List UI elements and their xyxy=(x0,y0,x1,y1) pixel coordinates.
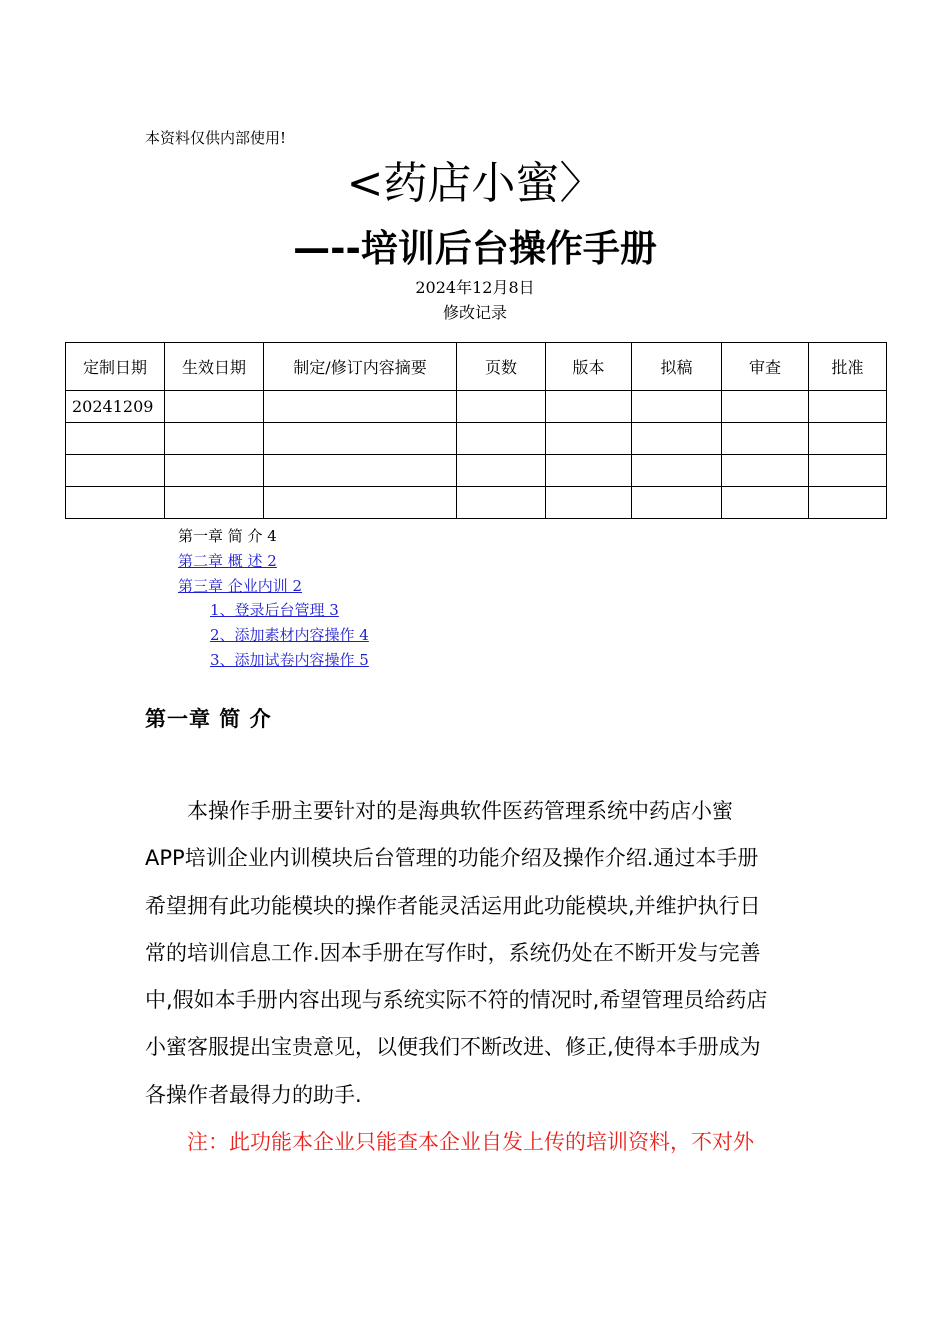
intro-paragraph xyxy=(145,788,810,1119)
toc-link-chapter-3[interactable]: 第三章 企业内训 2 xyxy=(178,576,303,595)
table-cell xyxy=(632,487,722,519)
table-of-contents xyxy=(178,524,369,673)
table-cell: 20241209 xyxy=(66,391,165,423)
table-cell xyxy=(546,487,632,519)
table-cell xyxy=(809,455,887,487)
paragraph-line: 本操作手册主要针对的是海典软件医药管理系统中药店小蜜 xyxy=(187,799,733,823)
table-cell xyxy=(546,391,632,423)
paragraph-line: 小蜜客服提出宝贵意见，以便我们不断改进、修正,使得本手册成为 xyxy=(145,1035,761,1060)
chapter-1-heading: 第一章 简 介 xyxy=(145,707,272,731)
table-cell xyxy=(264,423,457,455)
table-cell xyxy=(264,391,457,423)
note-paragraph xyxy=(145,1119,810,1166)
table-cell xyxy=(546,455,632,487)
table-cell xyxy=(66,423,165,455)
toc-link-login-admin[interactable]: 1、登录后台管理 3 xyxy=(210,601,339,620)
table-row xyxy=(66,487,887,519)
revision-record-title: 修改记录 xyxy=(442,303,507,322)
table-cell xyxy=(722,423,809,455)
paragraph-line: 常的培训信息工作.因本手册在写作时，系统仍处在不断开发与完善 xyxy=(145,940,761,965)
internal-use-notice: 本资料仅供内部使用! xyxy=(145,129,287,147)
column-header: 页数 xyxy=(457,343,546,391)
note-text: 注：此功能本企业只能查本企业自发上传的培训资料，不对外 xyxy=(187,1130,754,1155)
table-row xyxy=(66,391,887,423)
table-cell xyxy=(165,391,264,423)
document-date: 2024年12月8日 xyxy=(415,278,535,297)
table-row xyxy=(66,455,887,487)
document-subtitle: —--培训后台操作手册 xyxy=(293,227,657,270)
table-cell xyxy=(546,423,632,455)
table-cell xyxy=(722,391,809,423)
table-cell xyxy=(165,455,264,487)
table-cell xyxy=(632,423,722,455)
table-cell xyxy=(66,455,165,487)
table-cell xyxy=(457,423,546,455)
paragraph-line: 各操作者最得力的助手. xyxy=(145,1082,362,1107)
table-cell xyxy=(722,455,809,487)
table-cell xyxy=(632,455,722,487)
table-cell xyxy=(809,391,887,423)
revision-table-header xyxy=(66,343,887,391)
toc-link-chapter-2[interactable]: 第二章 概 述 2 xyxy=(178,551,277,570)
table-cell xyxy=(165,423,264,455)
table-cell xyxy=(264,455,457,487)
table-cell xyxy=(809,487,887,519)
column-header: 拟稿 xyxy=(632,343,722,391)
paragraph-line: APP培训企业内训模块后台管理的功能介绍及操作介绍.通过本手册 xyxy=(145,846,759,871)
column-header: 生效日期 xyxy=(165,343,264,391)
toc-link-add-exam[interactable]: 3、添加试卷内容操作 5 xyxy=(210,650,369,669)
table-cell xyxy=(165,487,264,519)
column-header: 版本 xyxy=(546,343,632,391)
paragraph-line: 中,假如本手册内容出现与系统实际不符的情况时,希望管理员给药店 xyxy=(145,988,768,1013)
chapter-1-body xyxy=(145,788,810,1166)
column-header: 制定/修订内容摘要 xyxy=(264,343,457,391)
paragraph-line: 希望拥有此功能模块的操作者能灵活运用此功能模块,并维护执行日 xyxy=(145,893,761,918)
column-header: 批准 xyxy=(809,343,887,391)
table-cell xyxy=(457,391,546,423)
table-cell xyxy=(632,391,722,423)
toc-item-chapter-1: 第一章 简 介 4 xyxy=(178,527,277,545)
column-header: 审查 xyxy=(722,343,809,391)
table-cell xyxy=(264,487,457,519)
toc-link-add-material[interactable]: 2、添加素材内容操作 4 xyxy=(210,626,369,645)
table-cell xyxy=(457,455,546,487)
table-cell xyxy=(809,423,887,455)
table-cell xyxy=(722,487,809,519)
document-title: <药店小蜜〉 xyxy=(346,158,604,209)
column-header: 定制日期 xyxy=(66,343,165,391)
table-row xyxy=(66,423,887,455)
revision-table xyxy=(65,342,887,519)
table-cell xyxy=(66,487,165,519)
table-cell xyxy=(457,487,546,519)
